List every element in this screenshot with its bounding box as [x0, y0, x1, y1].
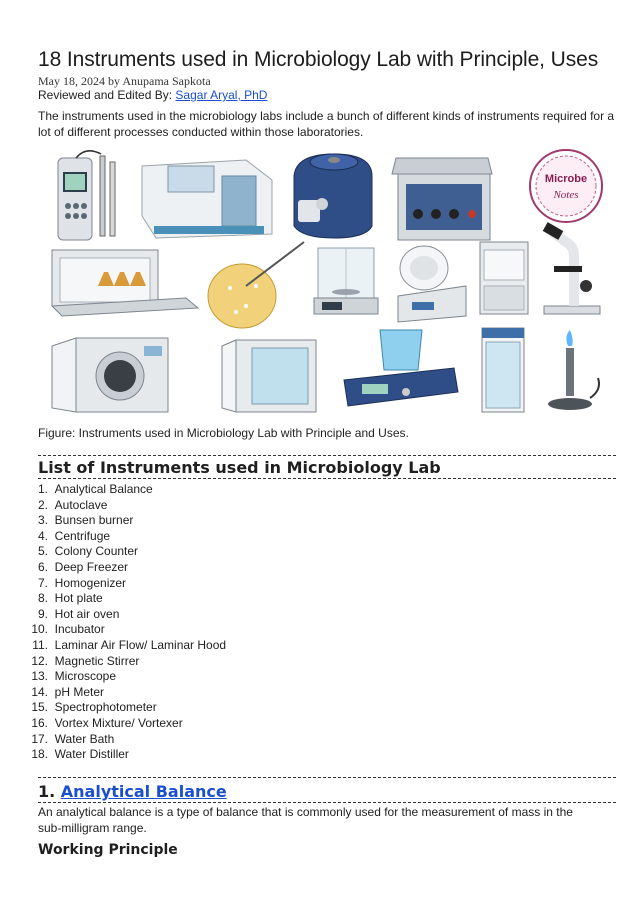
analytical-balance-link[interactable]: Analytical Balance — [60, 782, 227, 801]
list-item-number: 5. — [37, 544, 48, 559]
list-item-label: Autoclave — [54, 497, 108, 512]
logo-text-1: Microbe — [544, 173, 588, 185]
list-item-label: Vortex Mixture/ Vortexer — [54, 715, 183, 730]
reviewed-label: Reviewed and Edited By: — [38, 88, 176, 102]
reviewer-link[interactable]: Sagar Aryal, PhD — [175, 88, 268, 102]
list-item-number: 16. — [31, 715, 48, 730]
microbe-notes-logo — [530, 150, 602, 222]
autoclave-illustration — [52, 338, 168, 412]
section-number: 1. — [38, 782, 61, 801]
list-item-label: Deep Freezer — [54, 559, 129, 574]
byline: May 18, 2024 by Anupama Sapkota — [38, 74, 211, 88]
section-divider — [38, 478, 616, 479]
article-title: 18 Instruments used in Microbiology Lab with Principle, Uses — [38, 48, 599, 71]
vortex-illustration — [294, 154, 372, 238]
list-item-label: Analytical Balance — [54, 482, 153, 496]
deep-freezer-illustration — [482, 328, 524, 412]
list-item — [30, 513, 226, 529]
list-item-number: 6. — [37, 559, 48, 574]
instruments-illustration — [46, 146, 606, 418]
list-heading: List of Instruments used in Microbiology Lab — [38, 458, 441, 477]
list-item-label: Water Distiller — [54, 747, 129, 762]
list-item — [30, 716, 226, 732]
ph-meter-illustration — [58, 151, 115, 240]
list-item-number: 18. — [31, 747, 48, 762]
working-principle-heading: Working Principle — [38, 842, 178, 858]
list-item-number: 12. — [31, 653, 48, 668]
incubator-illustration — [222, 340, 316, 412]
list-item-label: Centrifuge — [54, 528, 111, 543]
list-item-label: Hot plate — [54, 591, 103, 606]
section-divider — [38, 802, 616, 803]
reviewed-by — [38, 88, 267, 102]
petri-dish-illustration — [208, 242, 304, 328]
list-item-number: 15. — [31, 700, 48, 715]
list-item — [30, 607, 226, 623]
list-item — [30, 576, 226, 592]
list-item-label: pH Meter — [54, 684, 105, 699]
list-item-label: Microscope — [54, 669, 117, 684]
analytical-balance-description: An analytical balance is a type of balance that is commonly used for the measurement of mass in the sub-milligram range. — [38, 805, 573, 835]
section-divider — [38, 455, 616, 456]
list-item-label: Water Bath — [54, 731, 115, 746]
intro-paragraph: The instruments used in the microbiology labs include a bunch of different kinds of instruments required for a lot of different processes conducted within those laboratories. — [38, 109, 615, 139]
list-item-number: 8. — [37, 591, 48, 606]
list-item-label: Bunsen burner — [54, 513, 134, 528]
list-item — [30, 529, 226, 545]
logo-text-2: Notes — [553, 189, 579, 201]
list-item-label: Hot air oven — [54, 606, 120, 621]
list-item-number: 10. — [31, 622, 48, 637]
magnetic-stirrer-illustration — [344, 330, 458, 406]
figure-caption: Figure: Instruments used in Microbiology Lab with Principle and Uses. — [38, 426, 409, 440]
list-item — [30, 654, 226, 670]
list-item-number: 1. — [37, 482, 48, 496]
list-item — [30, 591, 226, 607]
section-1-heading — [38, 782, 227, 801]
list-item-label: Homogenizer — [54, 575, 127, 590]
list-item-number: 13. — [31, 669, 48, 684]
list-item — [30, 622, 226, 638]
list-item-label: Laminar Air Flow/ Laminar Hood — [54, 637, 227, 652]
instruments-figure — [46, 146, 606, 418]
list-item-number: 3. — [37, 513, 48, 528]
list-item-number: 9. — [37, 606, 48, 621]
list-item-label: Magnetic Stirrer — [54, 653, 140, 668]
laminar-hood-illustration — [480, 242, 528, 314]
list-item-label: Colony Counter — [54, 544, 139, 559]
bunsen-burner-illustration — [548, 330, 599, 410]
list-item-number: 2. — [37, 497, 48, 512]
section-divider — [38, 777, 616, 778]
list-item — [30, 700, 226, 716]
list-item-number: 11. — [32, 637, 48, 652]
list-item — [30, 482, 226, 498]
water-bath-illustration — [392, 158, 492, 240]
instrument-list — [30, 482, 226, 763]
list-item-number: 17. — [31, 731, 48, 746]
microscope-illustration — [543, 222, 600, 314]
list-item — [30, 638, 226, 654]
list-item-number: 7. — [37, 575, 48, 590]
list-item-number: 4. — [37, 528, 48, 543]
spectrophotometer-illustration — [142, 160, 272, 238]
centrifuge-illustration — [398, 246, 466, 322]
list-item — [30, 560, 226, 576]
list-item-label: Incubator — [54, 622, 105, 637]
list-item — [30, 732, 226, 748]
oven-illustration — [52, 250, 198, 316]
list-item-number: 14. — [31, 684, 48, 699]
balance-illustration — [314, 248, 378, 314]
list-item-label: Spectrophotometer — [54, 700, 157, 715]
list-item — [30, 498, 226, 514]
list-item — [30, 685, 226, 701]
list-item — [30, 669, 226, 685]
list-item — [30, 544, 226, 560]
list-item — [30, 747, 226, 763]
